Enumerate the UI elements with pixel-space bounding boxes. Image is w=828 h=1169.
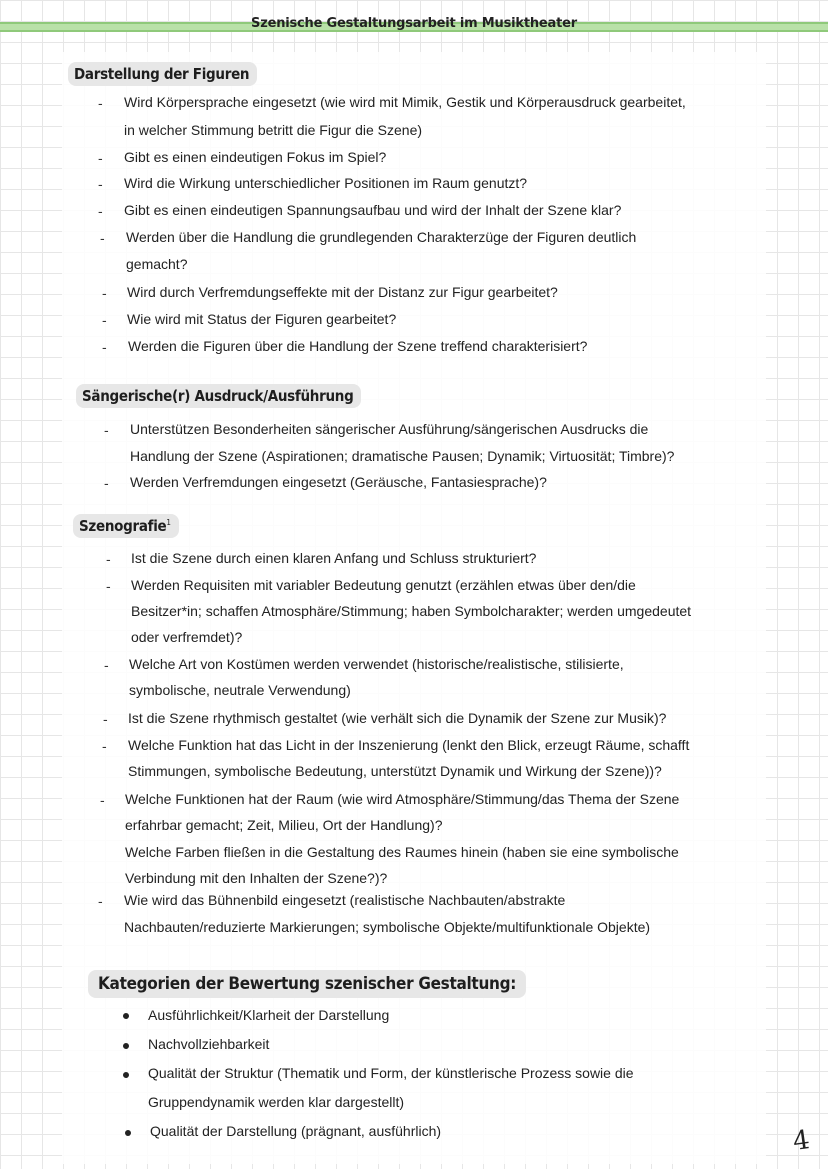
list-item: Wird die Wirkung unterschiedlicher Positionen im Raum genutzt? — [124, 175, 528, 191]
section-heading-kategorien: Kategorien der Bewertung szenischer Gestaltung: — [88, 970, 526, 998]
list-item: Ausführlichkeit/Klarheit der Darstellung — [148, 1007, 390, 1023]
list-dash: - — [98, 95, 103, 111]
list-dash: - — [100, 230, 105, 246]
list-item: Welche Funktionen hat der Raum (wie wird Atmosphäre/Stimmung/das Thema der Szene — [125, 791, 680, 807]
list-item: Welche Art von Kostümen werden verwendet (historische/realistische, stilisierte, — [129, 656, 624, 672]
list-item: Wird durch Verfremdungseffekte mit der Distanz zur Figur gearbeitet? — [127, 284, 558, 300]
list-item: Welche Farben fließen in die Gestaltung des Raumes hinein (haben sie eine symbolische — [125, 844, 679, 860]
section-heading-szenografie-text: Szenografie — [79, 517, 167, 535]
list-dash: - — [102, 339, 107, 355]
list-dash: - — [98, 176, 103, 192]
list-dash: - — [98, 150, 103, 166]
section-heading-szenografie — [73, 514, 179, 538]
list-item: erfahrbar gemacht; Zeit, Milieu, Ort der Handlung)? — [125, 817, 443, 833]
section-heading-figuren: Darstellung der Figuren — [68, 62, 257, 86]
list-item: Werden Verfremdungen eingesetzt (Geräusche, Fantasiesprache)? — [130, 474, 547, 490]
list-dash: - — [104, 657, 109, 673]
list-dash: - — [102, 738, 107, 754]
list-item: in welcher Stimmung betritt die Figur die Szene) — [124, 122, 423, 138]
list-item: oder verfremdet)? — [131, 629, 243, 645]
list-item: gemacht? — [126, 256, 188, 272]
list-dash: - — [98, 893, 103, 909]
list-dash: - — [104, 422, 109, 438]
list-dash: - — [106, 551, 111, 567]
list-item: Gibt es einen eindeutigen Fokus im Spiel? — [124, 149, 387, 165]
list-dash: - — [106, 578, 111, 594]
list-item: Gibt es einen eindeutigen Spannungsaufbau und wird der Inhalt der Szene klar? — [124, 202, 622, 218]
list-item: Stimmungen, symbolische Bedeutung, unterstützt Dynamik und Wirkung der Szene))? — [128, 763, 662, 779]
list-item: Wie wird das Bühnenbild eingesetzt (realistische Nachbauten/abstrakte — [124, 892, 566, 908]
list-item: Qualität der Struktur (Thematik und Form, der künstlerische Prozess sowie die — [148, 1065, 634, 1081]
footnote-mark: 1 — [166, 518, 171, 527]
section-heading-ausdruck: Sängerische(r) Ausdruck/Ausführung — [76, 384, 361, 408]
list-item: Ist die Szene rhythmisch gestaltet (wie verhält sich die Dynamik der Szene zur Musik)? — [128, 710, 667, 726]
list-item: Wird Körpersprache eingesetzt (wie wird mit Mimik, Gestik und Körperausdruck gearbeitet, — [124, 94, 686, 110]
list-item: Nachbauten/reduzierte Markierungen; symbolische Objekte/multifunktionale Objekte) — [124, 919, 651, 935]
list-item: Gruppendynamik werden klar dargestellt) — [148, 1094, 405, 1110]
list-item: Welche Funktion hat das Licht in der Inszenierung (lenkt den Blick, erzeugt Räume, schafft — [128, 737, 690, 753]
list-item: symbolische, neutrale Verwendung) — [129, 682, 351, 698]
list-item: Nachvollziehbarkeit — [148, 1036, 270, 1052]
list-dash: - — [103, 711, 108, 727]
list-item: Wie wird mit Status der Figuren gearbeitet? — [127, 311, 397, 327]
page-number: 4 — [791, 1124, 813, 1158]
list-item: Qualität der Darstellung (prägnant, ausführlich) — [150, 1123, 442, 1139]
list-item: Werden über die Handlung die grundlegenden Charakterzüge der Figuren deutlich — [126, 229, 637, 245]
bullet-dot — [125, 1130, 131, 1136]
page-title-text: Szenische Gestaltungsarbeit im Musiktheater — [251, 16, 577, 31]
list-item: Besitzer*in; schaffen Atmosphäre/Stimmung; haben Symbolcharakter; werden umgedeutet — [131, 603, 692, 619]
list-item: Unterstützen Besonderheiten sängerischer Ausführung/sängerischen Ausdrucks die — [130, 421, 649, 437]
list-item: Werden Requisiten mit variabler Bedeutung genutzt (erzählen etwas über den/die — [131, 577, 636, 593]
bullet-dot — [123, 1043, 129, 1049]
bullet-dot — [123, 1013, 129, 1019]
bullet-dot — [123, 1072, 129, 1078]
list-item: Ist die Szene durch einen klaren Anfang und Schluss strukturiert? — [131, 550, 537, 566]
list-dash: - — [102, 312, 107, 328]
list-dash: - — [104, 475, 109, 491]
list-item: Verbindung mit den Inhalten der Szene?)? — [125, 870, 388, 886]
list-item: Handlung der Szene (Aspirationen; dramatische Pausen; Dynamik; Virtuosität; Timbre)? — [130, 448, 675, 464]
list-item: Werden die Figuren über die Handlung der Szene treffend charakterisiert? — [128, 338, 588, 354]
page-title — [0, 16, 828, 31]
list-dash: - — [98, 203, 103, 219]
list-dash: - — [102, 285, 107, 301]
list-dash: - — [100, 792, 105, 808]
